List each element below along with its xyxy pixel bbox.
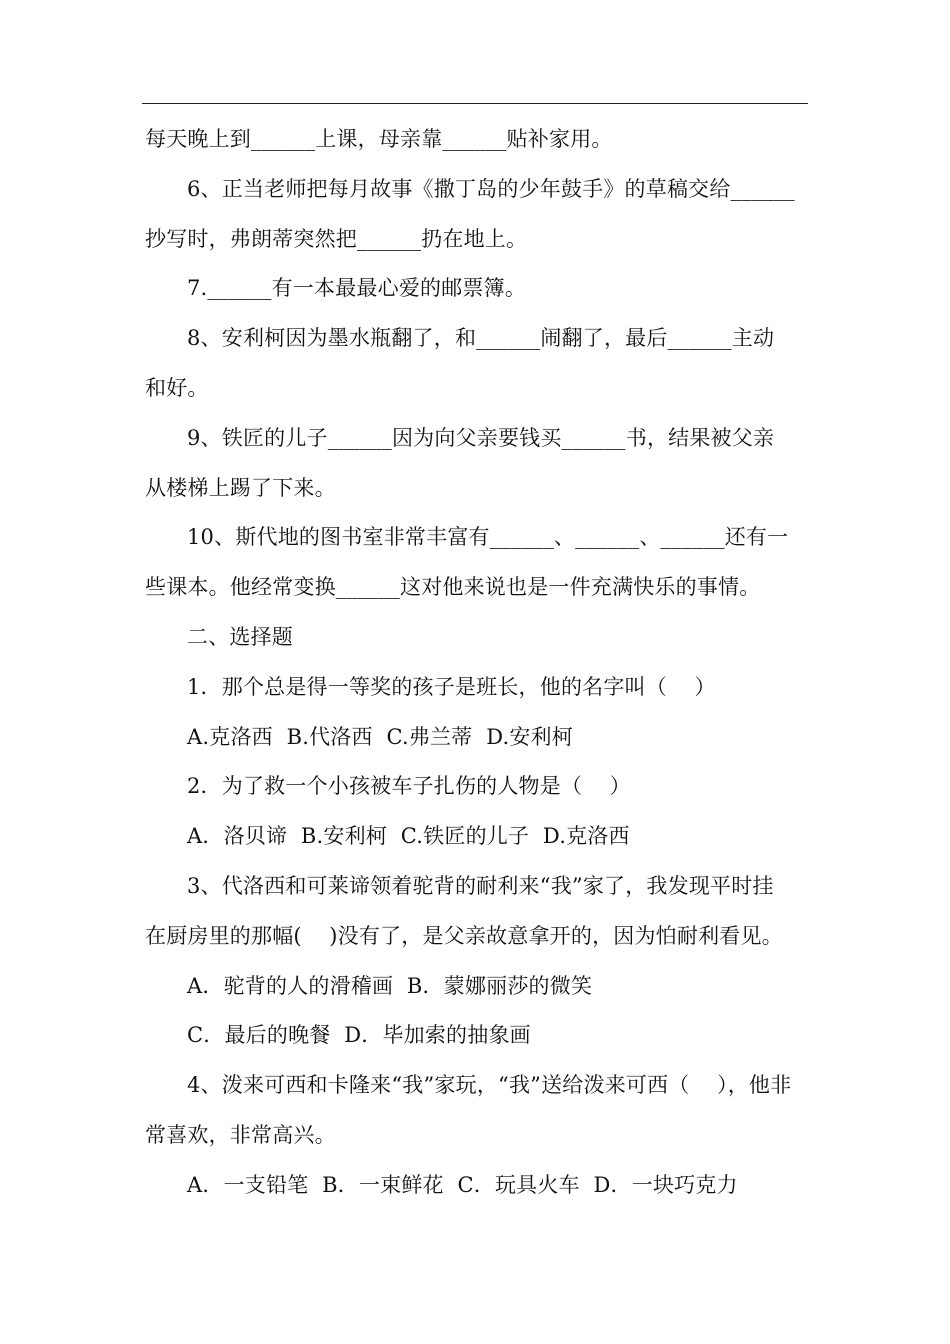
question-10-line-1: 10、斯代地的图书室非常丰富有______、______、______还有一 <box>187 525 789 550</box>
choice-question-3-line-2: 在厨房里的那幅( )没有了，是父亲故意拿开的，因为怕耐利看见。 <box>145 923 783 948</box>
choice-question-2: 2．为了救一个小孩被车子扎伤的人物是（ ） <box>187 774 631 799</box>
question-6-line-2: 抄写时，弗朗蒂突然把______扔在地上。 <box>145 226 528 251</box>
choice-question-1: 1．那个总是得一等奖的孩子是班长，他的名字叫（ ） <box>187 674 716 699</box>
choice-question-3-line-1: 3、代洛西和可莱谛领着驼背的耐利来“我”家了，我发现平时挂 <box>187 873 774 898</box>
question-10-line-2: 些课本。他经常变换______这对他来说也是一件充满快乐的事情。 <box>145 575 761 600</box>
question-8-line-2: 和好。 <box>145 375 209 400</box>
question-8-line-1: 8、安利柯因为墨水瓶翻了，和______闹翻了，最后______主动 <box>187 326 775 351</box>
question-9-line-2: 从楼梯上踢了下来。 <box>145 475 336 500</box>
choice-question-4-line-2: 常喜欢，非常高兴。 <box>145 1122 336 1147</box>
choice-question-1-options: A.克洛西 B.代洛西 C.弗兰蒂 D.安利柯 <box>187 724 573 749</box>
question-6-line-1: 6、正当老师把每月故事《撒丁岛的少年鼓手》的草稿交给______ <box>187 176 795 201</box>
choice-question-4-options: A．一支铅笔 B．一束鲜花 C．玩具火车 D．一块巧克力 <box>187 1172 738 1197</box>
choice-question-2-options: A．洛贝谛 B.安利柯 C.铁匠的儿子 D.克洛西 <box>187 824 630 849</box>
text-line: 每天晚上到______上课，母亲靠______贴补家用。 <box>145 127 613 151</box>
question-7: 7.______有一本最最心爱的邮票簿。 <box>187 276 527 301</box>
header-rule <box>142 103 808 104</box>
document-body <box>145 115 808 1211</box>
section-heading: 二、选择题 <box>187 624 293 649</box>
question-9-line-1: 9、铁匠的儿子______因为向父亲要钱买______书，结果被父亲 <box>187 425 775 450</box>
choice-question-3-options-a-b: A．驼背的人的滑稽画 B．蒙娜丽莎的微笑 <box>187 973 593 998</box>
choice-question-4-line-1: 4、泼来可西和卡隆来“我”家玩，“我”送给泼来可西（ ），他非 <box>187 1073 792 1098</box>
choice-question-3-options-c-d: C．最后的晚餐 D．毕加索的抽象画 <box>187 1023 531 1048</box>
